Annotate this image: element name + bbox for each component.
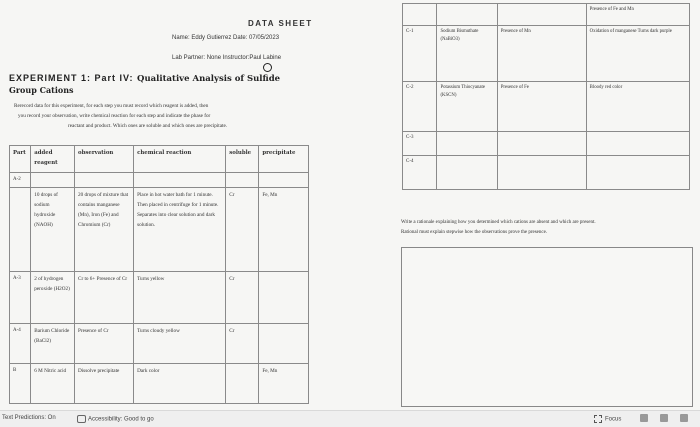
- data-table: [9, 145, 309, 404]
- cell-reaction[interactable]: Turns yellow: [134, 272, 226, 324]
- rationale-prompt: [401, 218, 691, 238]
- cell-part[interactable]: C-4: [403, 156, 437, 190]
- left-column: [0, 0, 320, 410]
- cell-reaction[interactable]: [134, 173, 226, 188]
- rationale-answer-box[interactable]: [401, 247, 693, 407]
- table-row: [403, 26, 690, 82]
- cell-part[interactable]: C-1: [403, 26, 437, 82]
- cell-observation[interactable]: Presence of Mn: [497, 26, 586, 82]
- cell-reagent[interactable]: [31, 173, 75, 188]
- read-mode-icon[interactable]: [640, 414, 648, 422]
- cell-soluble[interactable]: Cr: [226, 324, 259, 364]
- cell-observation[interactable]: [497, 132, 586, 156]
- cell-precipitate[interactable]: [259, 324, 309, 364]
- data-sheet-title: DATA SHEET: [248, 19, 313, 28]
- status-bar: [0, 410, 700, 427]
- cell-part[interactable]: [403, 4, 437, 26]
- cell-observation[interactable]: Presence of Fe: [497, 82, 586, 132]
- header-reaction: chemical reaction: [134, 146, 226, 173]
- cell-observation[interactable]: [497, 4, 586, 26]
- table-row: [403, 132, 690, 156]
- cell-part[interactable]: C-3: [403, 132, 437, 156]
- cell-result[interactable]: [586, 156, 689, 190]
- cell-reagent[interactable]: 10 drops of sodium hydroxide (NAOH): [31, 188, 75, 272]
- cell-reagent[interactable]: Potassium Thiocyanate (KSCN): [437, 82, 497, 132]
- cell-observation[interactable]: [74, 173, 133, 188]
- header-precipitate: precipitate: [259, 146, 309, 173]
- cell-precipitate[interactable]: Fe, Mn: [259, 188, 309, 272]
- print-layout-icon[interactable]: [660, 414, 668, 422]
- instruction-line: Rerecord data for this experiment, for each step you must record which reagent is added, then: [14, 103, 209, 109]
- cell-reaction[interactable]: Place in hot water bath for 1 minute. Then placed in centrifuge for 1 minute. Separates into clear solution and dark solution.: [134, 188, 226, 272]
- continuation-table: [402, 3, 690, 190]
- cell-result[interactable]: Oxidation of manganese Turns dark purple: [586, 26, 689, 82]
- instructions: [14, 101, 314, 131]
- table-row: [403, 82, 690, 132]
- table-row: [10, 272, 309, 324]
- accessibility-label: Accessibility: Good to go: [88, 416, 154, 423]
- instruction-line: you record your observation, write chemical reaction for each step and indicate the phase for: [18, 113, 211, 119]
- table-row: [403, 156, 690, 190]
- cell-reagent[interactable]: [437, 132, 497, 156]
- cell-reaction[interactable]: Turns cloudy yellow: [134, 324, 226, 364]
- web-layout-icon[interactable]: [680, 414, 688, 422]
- text-predictions-status[interactable]: Text Predictions: On: [2, 415, 56, 421]
- focus-label: Focus: [605, 416, 622, 423]
- group-cations-heading: Group Cations: [9, 85, 74, 95]
- cell-observation[interactable]: [497, 156, 586, 190]
- cell-reagent[interactable]: 6 M Nitric acid: [31, 364, 75, 404]
- focus-icon: [594, 415, 602, 423]
- cell-precipitate[interactable]: [259, 272, 309, 324]
- cell-observation[interactable]: Presence of Cr: [74, 324, 133, 364]
- cell-result[interactable]: Presence of Fe and Mn: [586, 4, 689, 26]
- cell-soluble[interactable]: [226, 364, 259, 404]
- table-row: [10, 324, 309, 364]
- accessibility-status[interactable]: [77, 415, 154, 423]
- cell-observation[interactable]: Cr to 6+ Presence of Cr: [74, 272, 133, 324]
- table-row: [10, 364, 309, 404]
- cell-reagent[interactable]: [437, 4, 497, 26]
- cell-reaction[interactable]: Dark color: [134, 364, 226, 404]
- cell-soluble[interactable]: Cr: [226, 188, 259, 272]
- cell-precipitate[interactable]: Fe, Mn: [259, 364, 309, 404]
- cell-reagent[interactable]: Barium Chloride (BaCl2): [31, 324, 75, 364]
- name-date-line: Name: Eddy Gutierrez Date: 07/05/2023: [172, 35, 280, 41]
- cell-soluble[interactable]: Cr: [226, 272, 259, 324]
- cell-part[interactable]: A-2: [10, 173, 31, 188]
- focus-button[interactable]: [594, 415, 621, 423]
- cell-result[interactable]: [586, 132, 689, 156]
- table-row: [10, 188, 309, 272]
- header-observation: observation: [74, 146, 133, 173]
- cell-soluble[interactable]: [226, 173, 259, 188]
- accessibility-icon: [77, 415, 86, 423]
- cell-observation[interactable]: Dissolve precipitate: [74, 364, 133, 404]
- lab-partner-line: Lab Partner: None Instructor:Paul Labine: [172, 55, 282, 61]
- circle-icon: [263, 63, 272, 72]
- cell-observation[interactable]: 20 drops of mixture that contains manganese (Mn), Iron (Fe) and Chromium (Cr): [74, 188, 133, 272]
- cell-part[interactable]: C-2: [403, 82, 437, 132]
- experiment-heading: [9, 73, 280, 84]
- experiment-subtitle: Qualitative Analysis of Sulfide: [137, 74, 281, 84]
- cell-reagent[interactable]: Sodium Bismuthate (NaBiO3): [437, 26, 497, 82]
- header-reagent: added reagent: [31, 146, 75, 173]
- rationale-line: Write a rationale explaining how you determined which cations are absent and which are present.: [401, 220, 596, 225]
- rationale-line: Rational must explain stepwise how the observations prove the presence.: [401, 230, 548, 235]
- table-row: [10, 173, 309, 188]
- cell-part[interactable]: [10, 188, 31, 272]
- cell-precipitate[interactable]: [259, 173, 309, 188]
- cell-part[interactable]: B: [10, 364, 31, 404]
- table-header-row: [10, 146, 309, 173]
- cell-part[interactable]: A-4: [10, 324, 31, 364]
- cell-part[interactable]: A-3: [10, 272, 31, 324]
- cell-reagent[interactable]: 2 of hydrogen peroxide (H2O2): [31, 272, 75, 324]
- cell-result[interactable]: Bloody red color: [586, 82, 689, 132]
- instruction-line: reactant and product. Which ones are soluble and which ones are precipitate.: [68, 123, 228, 129]
- table-row: [403, 4, 690, 26]
- experiment-heading-label: EXPERIMENT 1: Part IV:: [9, 73, 134, 83]
- header-part: Part: [10, 146, 31, 173]
- cell-reagent[interactable]: [437, 156, 497, 190]
- header-soluble: soluble: [226, 146, 259, 173]
